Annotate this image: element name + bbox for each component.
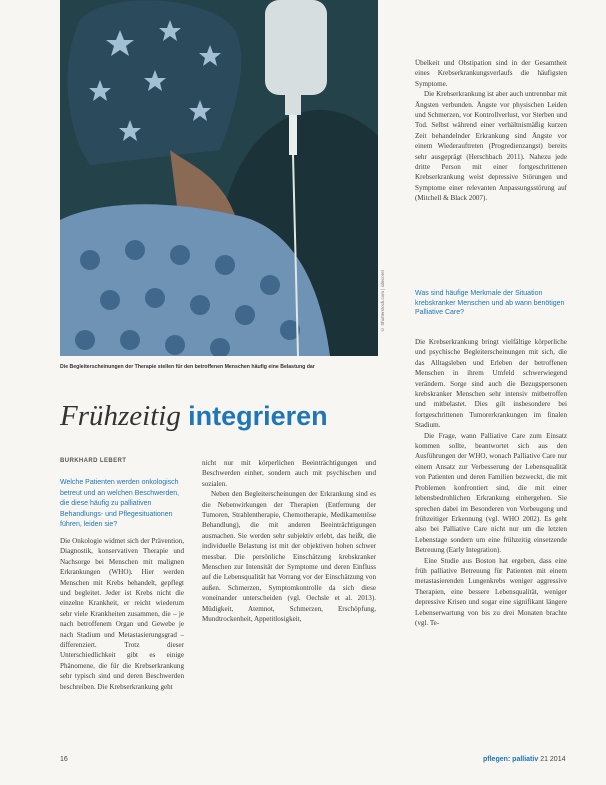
photo-credit: © Shutterstock.com | sdecoret xyxy=(380,270,385,332)
paragraph: Die Krebserkrankung bringt vielfältige körperliche und psychische Begleiterscheinungen mit sich, die das Alltagsleben und Erleben der betroffenen Menschen in ihrem Umfeld schwerwiegend verändern. Sorge sind auch die Bezugspersonen krebskranker Menschen sehr intensiv mitbetroffen und mitbelastet. Dies gilt insbesondere bei fortgeschrittenen Tumorerkrankungen im finalen Stadium. xyxy=(415,338,567,430)
paragraph: Die Krebserkrankung ist aber auch untrennbar mit Ängsten verbunden. Ängste vor physischen Leiden und Schmerzen, vor Kontrollverlust, vor Sterben und Tod. Selbst während einer verhältnismäßig kurzen Zeit behandelnder Erkrankung sind Ängste vor einem Wiederauftreten (Progredienzangst) bereits sehr ausgeprägt (Herschbach 2011). Nahezu jede dritte Person mit einer fortgeschrittenen Krebserkrankung weist depressive Störungen und Symptome einer relevanten Anpassungsstörung auf (Mitchell & Black 2007). xyxy=(415,90,567,203)
article-photo xyxy=(60,0,378,356)
photo-caption: Die Begleiterscheinungen der Therapie stellen für den betroffenen Menschen häufig eine Belastung dar xyxy=(60,364,315,370)
article-title xyxy=(60,400,328,433)
title-accent: integrieren xyxy=(188,401,328,431)
body-column-2 xyxy=(202,458,376,625)
issue-number: 21 2014 xyxy=(540,756,566,763)
paragraph: Die Onkologie widmet sich der Prävention, Diagnostik, konservativen Therapie und Nachsorge bei Menschen mit malignen Erkrankungen (WHO). Hier werden Menschen mit Krebs behandelt, gepflegt und begleitet. Jeder ist Krebs nicht die einzelne Krankheit, er reicht wiederum sehr viele Krankheiten zusammen, die – je nach betroffenem Organ und Gewebe je nach Stadium und Metastasierungsgrad – differenziert. Trotz dieser Unterschiedlichkeit gibt es einige Phänomene, die für die Krebserkrankung sehr typisch sind und deren Beschwerden beschreiben. Die Krebserkrankung geht xyxy=(60,537,184,691)
paragraph: Übelkeit und Obstipation sind in der Gesamtheit eines Krebserkrankungsverlaufs die häufigsten Symptome. xyxy=(415,59,567,88)
highlight-question: Was sind häufige Merkmale der Situation krebskranker Menschen und ab wann benötigen Palliative Care? xyxy=(415,290,565,317)
patient-infusion-illustration xyxy=(60,0,378,356)
body-column-3-top xyxy=(415,58,567,204)
journal-brand: pflegen: palliativ xyxy=(483,756,539,763)
journal-footer xyxy=(483,756,566,763)
body-column-1 xyxy=(60,536,184,692)
page-number: 16 xyxy=(60,756,68,763)
body-column-3-bottom xyxy=(415,337,567,628)
paragraph: Die Frage, wann Palliative Care zum Einsatz kommen sollte, beantwortet sich aus den Ausführungen der WHO, wonach Palliative Care nur einem Ansatz zur Verbesserung der Lebensqualität von Patienten und deren Familien bezweckt, die mit Problemen konfrontiert sind, die mit einer lebensbedrohlichen Erkrankung einhergehen. Sie sprechen dabei im Besonderen von Vorbeugung und frühzeitiger Erkennung (vgl. WHO 2002). Es geht also bei Palliative Care nicht nur um die letzten Lebenstage sondern um eine frühzeitig einsetzende Betreuung (Early Integration). xyxy=(415,431,567,555)
paragraph: nicht nur mit körperlichen Beeinträchtigungen und Beschwerden einher, sondern auch mit psychischen und sozialen. xyxy=(202,459,376,488)
author-byline: BURKHARD LEBERT xyxy=(60,458,127,464)
article-intro: Welche Patienten werden onkologisch betreut und an welchen Beschwerden, die diese häufig zu palliativen Behandlungs- und Pflegesituationen führen, leiden sie? xyxy=(60,479,180,529)
paragraph: Eine Studie aus Boston hat ergeben, dass eine früh palliative Betreuung für Patienten mit einem metastasierenden Lungenkrebs weniger aggressive Therapien, eine bessere Lebensqualität, weniger depressive Krisen und sogar eine signifikant längere Lebenserwartung von bis zu drei Monaten brachte (vgl. Te- xyxy=(415,556,567,627)
paragraph: Neben den Begleiterscheinungen der Erkrankung sind es die Nebenwirkungen der Therapien (Entfernung der Tumoren, Strahlentherapie, Chemotherapie, Medikamentöse Behandlung), die mit anderen Beeinträchtigungen ausmachen. Sie werden sehr subjektiv erlebt, das heißt, die individuelle Belastung ist mit der objektiven hohen schwer messbar. Die persönliche Einschätzung krebskranker Menschen zur Intensität der Symptome und deren Einfluss auf die Lebensqualität hat Vorrang vor der Einschätzung von außen. Schmerzen, Symptomkontrolle da sich diese voneinander unterscheiden (vgl. Oechsle et al. 2013). Müdigkeit, Atemnot, Schmerzen, Erschöpfung, Mundtrockenheit, Appetitlosigkeit, xyxy=(202,490,376,624)
title-main: Frühzeitig xyxy=(60,400,181,432)
